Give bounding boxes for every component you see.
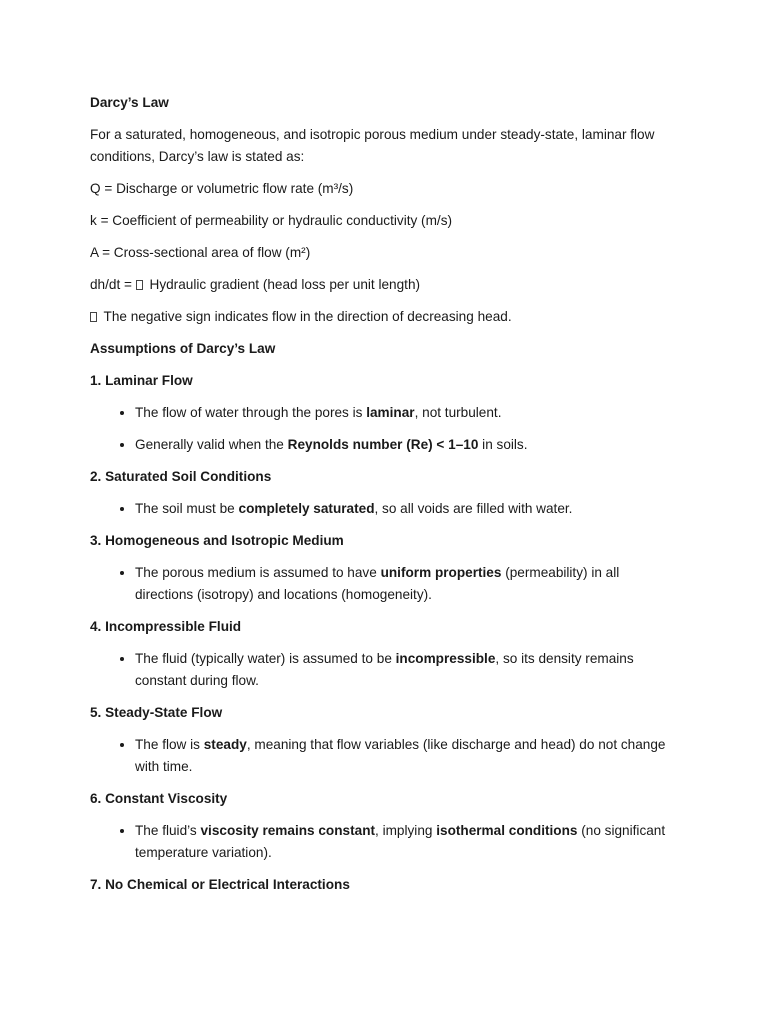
intro-paragraph: For a saturated, homogeneous, and isotropic porous medium under steady-state, laminar flow conditions, Darcy’s law is stated as:: [90, 127, 655, 164]
bullet-text: The porous medium is assumed to have: [135, 565, 381, 580]
bullet-text: The fluid’s: [135, 823, 201, 838]
section-list-3: [90, 562, 680, 606]
list-item: [135, 648, 680, 692]
missing-glyph-icon: [136, 280, 143, 290]
section-heading-4: 4. Incompressible Fluid: [90, 619, 242, 634]
section-heading-7: 7. No Chemical or Electrical Interactions: [90, 877, 350, 892]
bullet-text: (no significant temperature variation).: [135, 823, 666, 860]
bullet-text: , meaning that flow variables (like discharge and head) do not change with time.: [135, 737, 666, 774]
section-heading-5: 5. Steady-State Flow: [90, 705, 223, 720]
document-title: Darcy’s Law: [90, 95, 169, 110]
bullet-bold: isothermal conditions: [436, 823, 578, 838]
definition-gradient: [90, 274, 680, 296]
bullet-text: (permeability) in all directions (isotropy) and locations (homogeneity).: [135, 565, 620, 602]
section-list-5: [90, 734, 680, 778]
bullet-bold: steady: [203, 737, 247, 752]
bullet-bold: Reynolds number (Re) < 1–10: [287, 437, 479, 452]
bullet-text: , implying: [375, 823, 437, 838]
list-item: [135, 734, 680, 778]
assumptions-heading: Assumptions of Darcy’s Law: [90, 341, 276, 356]
bullet-bold: incompressible: [395, 651, 496, 666]
document-content: [90, 92, 680, 906]
list-item: [135, 562, 680, 606]
missing-glyph-icon: [90, 312, 97, 322]
bullet-bold: uniform properties: [380, 565, 502, 580]
bullet-text: , not turbulent.: [414, 405, 502, 420]
bullet-text: , so all voids are filled with water.: [374, 501, 573, 516]
gradient-prefix: dh/dt =: [90, 277, 136, 292]
section-list-4: [90, 648, 680, 692]
section-heading-1: 1. Laminar Flow: [90, 373, 193, 388]
bullet-text: The soil must be: [135, 501, 239, 516]
list-item: [135, 402, 680, 424]
section-list-1: [90, 402, 680, 456]
bullet-bold: laminar: [366, 405, 415, 420]
section-heading-3: 3. Homogeneous and Isotropic Medium: [90, 533, 344, 548]
sign-note-text: The negative sign indicates flow in the direction of decreasing head.: [100, 309, 512, 324]
bullet-text: Generally valid when the: [135, 437, 288, 452]
definition-a: A = Cross-sectional area of flow (m²): [90, 245, 311, 260]
gradient-suffix: Hydraulic gradient (head loss per unit length): [145, 277, 421, 292]
bullet-text: The flow is: [135, 737, 204, 752]
section-heading-6: 6. Constant Viscosity: [90, 791, 228, 806]
section-list-2: [90, 498, 680, 520]
bullet-text: in soils.: [478, 437, 528, 452]
list-item: [135, 498, 680, 520]
list-item: [135, 820, 680, 864]
section-list-6: [90, 820, 680, 864]
bullet-text: The flow of water through the pores is: [135, 405, 367, 420]
list-item: [135, 434, 680, 456]
definition-k: k = Coefficient of permeability or hydraulic conductivity (m/s): [90, 213, 453, 228]
bullet-bold: viscosity remains constant: [200, 823, 376, 838]
section-heading-2: 2. Saturated Soil Conditions: [90, 469, 272, 484]
bullet-bold: completely saturated: [238, 501, 375, 516]
bullet-text: The fluid (typically water) is assumed to be: [135, 651, 396, 666]
definition-q: Q = Discharge or volumetric flow rate (m³/s): [90, 181, 354, 196]
bullet-text: , so its density remains constant during flow.: [135, 651, 634, 688]
sign-note: [90, 306, 680, 328]
